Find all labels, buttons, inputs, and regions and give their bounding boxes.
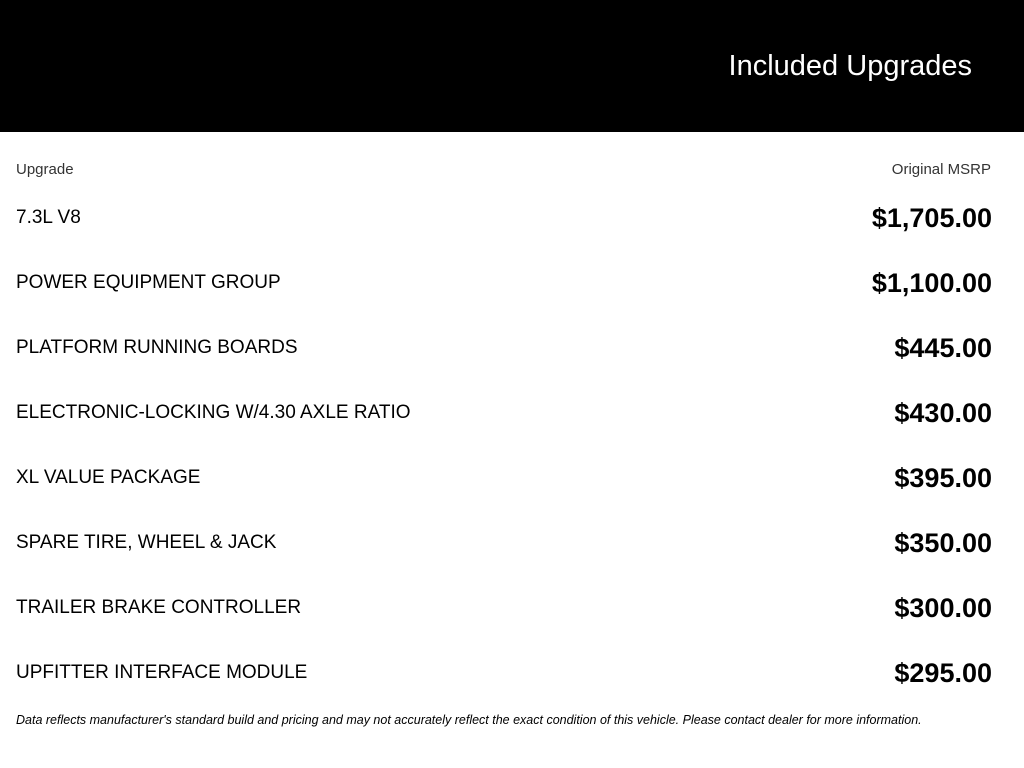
- upgrade-price: $445.00: [894, 333, 992, 363]
- upgrade-name: ELECTRONIC-LOCKING W/4.30 AXLE RATIO: [16, 402, 411, 423]
- list-item: [0, 575, 1024, 640]
- page-title: Included Upgrades: [728, 50, 972, 82]
- upgrade-price: $1,705.00: [871, 203, 992, 233]
- upgrade-name: UPFITTER INTERFACE MODULE: [16, 662, 308, 683]
- upgrade-name: 7.3L V8: [16, 207, 81, 228]
- upgrade-name: TRAILER BRAKE CONTROLLER: [16, 597, 302, 618]
- column-header-upgrade: Upgrade: [16, 161, 74, 178]
- list-item: [0, 185, 1024, 250]
- upgrade-name: PLATFORM RUNNING BOARDS: [16, 337, 298, 358]
- header-banner: [0, 0, 1024, 132]
- upgrade-price: $395.00: [894, 463, 992, 493]
- upgrade-name: SPARE TIRE, WHEEL & JACK: [16, 532, 277, 553]
- upgrade-price: $350.00: [894, 528, 992, 558]
- list-item: [0, 250, 1024, 315]
- upgrades-list: [0, 185, 1024, 705]
- list-item: [0, 640, 1024, 705]
- upgrade-price: $295.00: [894, 658, 992, 688]
- list-item: [0, 315, 1024, 380]
- list-item: [0, 380, 1024, 445]
- upgrade-price: $1,100.00: [871, 268, 992, 298]
- upgrade-price: $300.00: [894, 593, 992, 623]
- upgrade-name: XL VALUE PACKAGE: [16, 467, 201, 488]
- disclaimer-text: Data reflects manufacturer's standard build and pricing and may not accurately reflect the exact condition of this vehicle. Please contact dealer for more information.: [16, 713, 922, 727]
- list-item: [0, 510, 1024, 575]
- column-header-msrp: Original MSRP: [891, 161, 991, 178]
- upgrade-name: POWER EQUIPMENT GROUP: [16, 272, 281, 293]
- list-item: [0, 445, 1024, 510]
- upgrade-price: $430.00: [894, 398, 992, 428]
